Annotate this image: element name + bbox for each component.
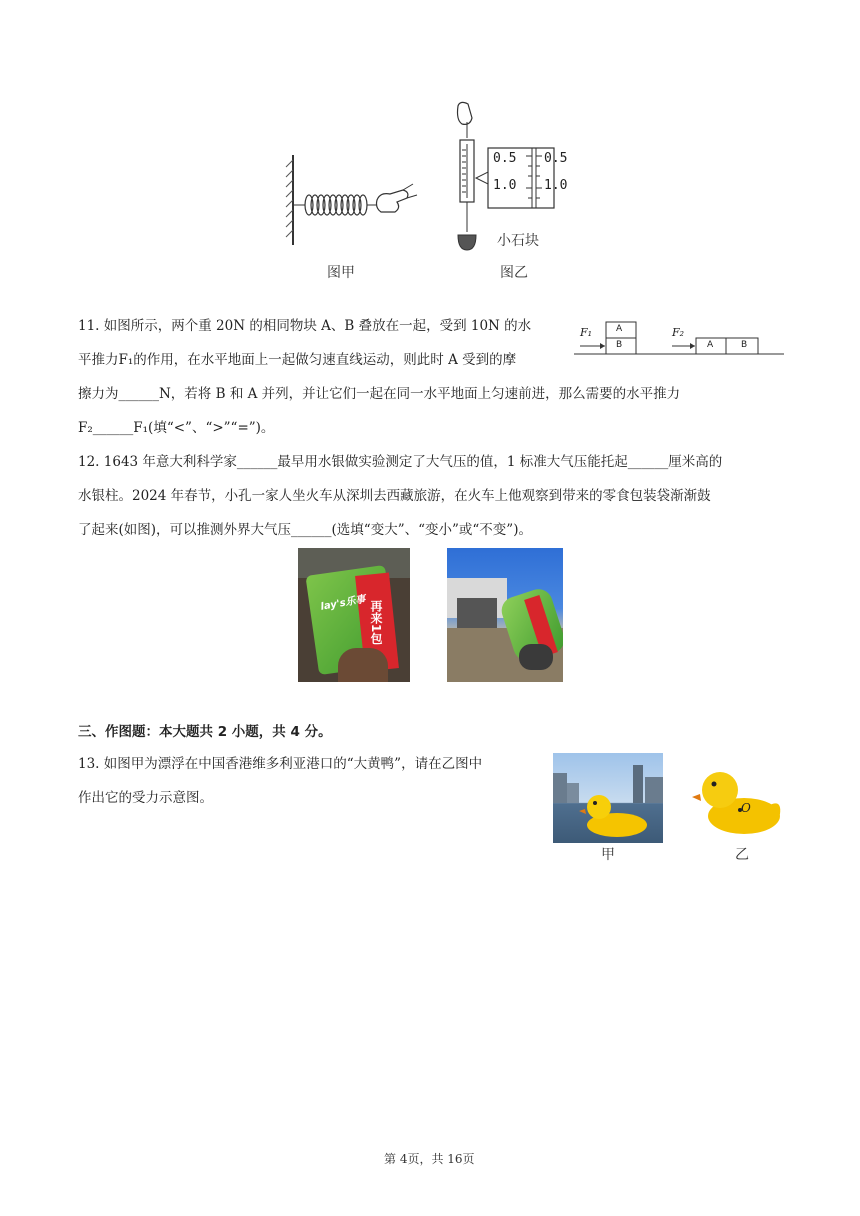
q11-line-4: F₂______F₁(填“<”、“>”“=”)。 xyxy=(78,420,275,436)
scale-right-bottom: 1.0 xyxy=(544,178,568,193)
caption-figure-left: 图甲 xyxy=(327,265,355,281)
q11-fig-b-side: B xyxy=(741,340,748,350)
q12-line-1: 12. 1643 年意大利科学家______最早用水银做实验测定了大气压的值，1 标准大气压能托起______厘米高的 xyxy=(78,454,723,470)
duck-point-o-label: O xyxy=(741,801,751,815)
q12-line-2: 水银柱。2024 年春节，小孔一家人坐火车从深圳去西藏旅游，在火车上他观察到带来的零食包装袋渐渐鼓 xyxy=(78,488,711,504)
q11-line-1: 11. 如图所示，两个重 20N 的相同物块 A、B 叠放在一起，受到 10N 的水 xyxy=(78,318,532,334)
q11-fig-b-stacked: B xyxy=(616,340,623,350)
q11-fig-f1-label: F₁ xyxy=(580,326,593,339)
chip-promo-label: 再来1包 xyxy=(369,600,383,645)
q13-line-1: 13. 如图甲为漂浮在中国香港维多利亚港口的“大黄鸭”，请在乙图中 xyxy=(78,756,483,772)
figure-rubber-duck-plain xyxy=(688,762,784,842)
photo-rubber-duck-harbor xyxy=(553,753,663,843)
q11-fig-a-stacked: A xyxy=(616,324,623,334)
section-3-heading: 三、作图题：本大题共 2 小题，共 4 分。 xyxy=(78,724,332,740)
q11-line-2: 平推力F₁的作用，在水平地面上一起做匀速直线运动，则此时 A 受到的摩 xyxy=(78,352,517,368)
q13-line-2: 作出它的受力示意图。 xyxy=(78,790,213,806)
scale-left-top: 0.5 xyxy=(493,151,517,166)
caption-figure-right: 图乙 xyxy=(500,265,528,281)
stone-label: 小石块 xyxy=(497,233,539,249)
photo-chip-bag-inflated xyxy=(447,548,563,682)
caption-duck-left: 甲 xyxy=(601,847,615,863)
q11-fig-f2-label: F₂ xyxy=(672,326,685,339)
page-footer: 第 4页，共 16页 xyxy=(384,1152,475,1166)
q11-fig-a-side: A xyxy=(707,340,714,350)
scale-right-top: 0.5 xyxy=(544,151,568,166)
scale-left-bottom: 1.0 xyxy=(493,178,517,193)
q11-line-3: 擦力为______N，若将 B 和 A 并列，并让它们一起在同一水平地面上匀速前进，那么需要的水平推力 xyxy=(78,386,681,402)
figure-spring-wall xyxy=(285,150,425,250)
photo-chip-bag-flat xyxy=(298,548,410,682)
caption-duck-right: 乙 xyxy=(735,847,749,863)
q12-line-3: 了起来(如图)，可以推测外界大气压______(选填“变大”、“变小”或“不变”)。 xyxy=(78,522,532,538)
chip-brand-label: lay's乐事 xyxy=(319,594,367,613)
